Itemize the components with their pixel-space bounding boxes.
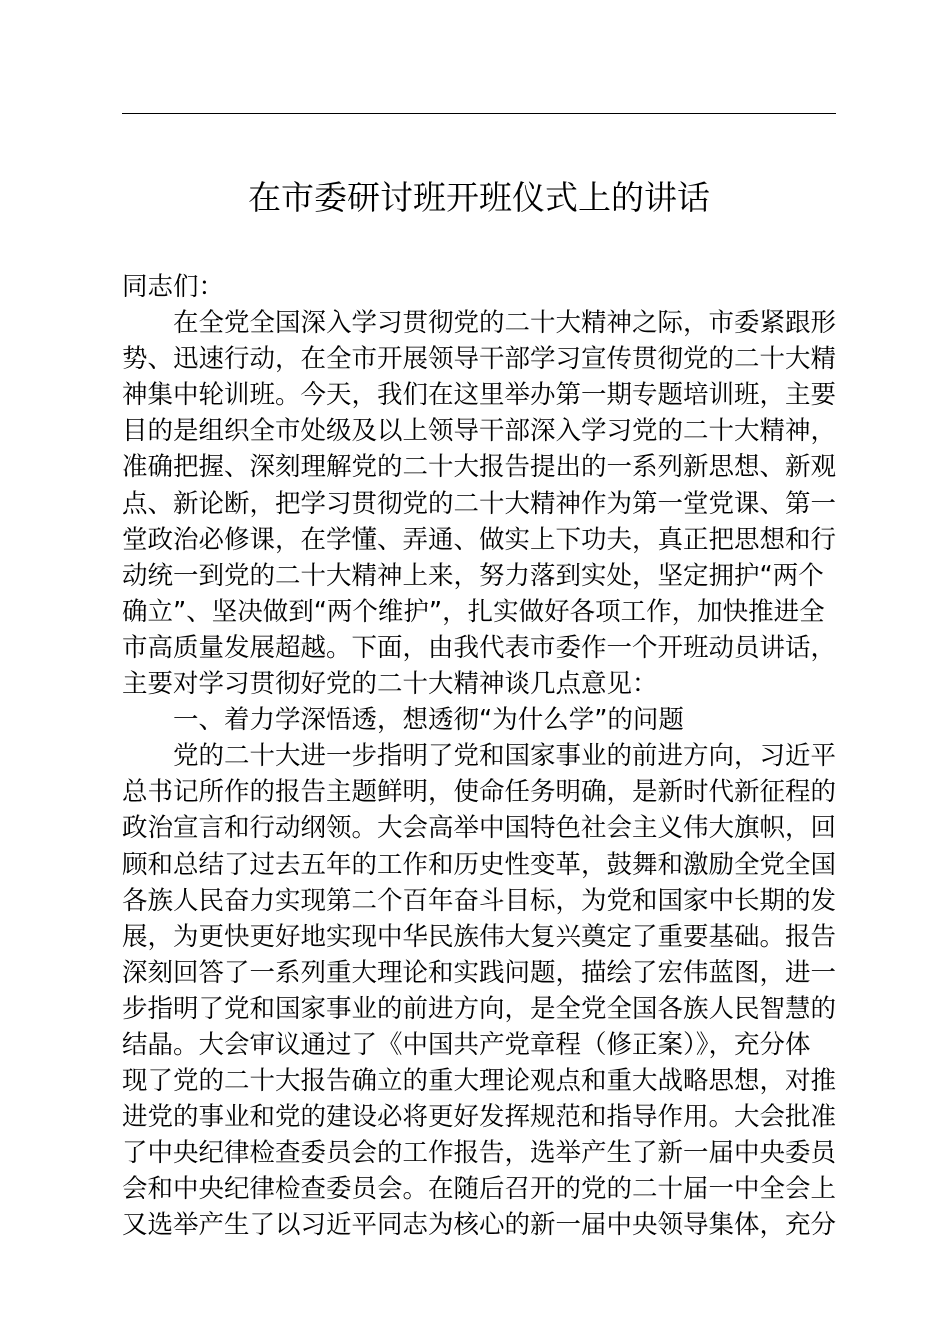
text-line: 点、新论断，把学习贯彻党的二十大精神作为第一堂党课、第一 [122, 488, 837, 519]
header-rule [122, 113, 836, 114]
text-line: 结晶。大会审议通过了《中国共产党章程（修正案）》，充分体 [122, 1029, 811, 1060]
text-line: 又选举产生了以习近平同志为核心的新一届中央领导集体，充分 [122, 1210, 837, 1241]
text-line: 顾和总结了过去五年的工作和历史性变革，鼓舞和激励全党全国 [122, 849, 837, 880]
text-line: 准确把握、深刻理解党的二十大报告提出的一系列新思想、新观 [122, 452, 837, 483]
text-line: 总书记所作的报告主题鲜明，使命任务明确，是新时代新征程的 [122, 777, 837, 808]
text-line: 现了党的二十大报告确立的重大理论观点和重大战略思想，对推 [122, 1066, 837, 1097]
text-line: 步指明了党和国家事业的前进方向，是全党全国各族人民智慧的 [122, 993, 837, 1024]
text-line: 展，为更快更好地实现中华民族伟大复兴奠定了重要基础。报告 [122, 921, 837, 952]
text-line: 政治宣言和行动纲领。大会高举中国特色社会主义伟大旗帜，回 [122, 813, 837, 844]
text-line: 进党的事业和党的建设必将更好发挥规范和指导作用。大会批准 [122, 1102, 837, 1133]
text-line: 堂政治必修课，在学懂、弄通、做实上下功夫，真正把思想和行 [122, 524, 837, 555]
text-line: 同志们： [122, 272, 225, 302]
text-line: 会和中央纪律检查委员会。在随后召开的党的二十届一中全会上 [122, 1174, 837, 1205]
document-body [122, 269, 842, 1244]
text-line: 在全党全国深入学习贯彻党的二十大精神之际，市委紧跟形 [173, 308, 837, 339]
document-title: 在市委研讨班开班仪式上的讲话 [248, 178, 710, 217]
text-line: 主要对学习贯彻好党的二十大精神谈几点意见： [122, 669, 658, 700]
text-line: 动统一到党的二十大精神上来，努力落到实处，坚定拥护“两个 [122, 560, 824, 591]
text-line: 市高质量发展超越。下面，由我代表市委作一个开班动员讲话， [122, 632, 837, 663]
text-line: 深刻回答了一系列重大理论和实践问题，描绘了宏伟蓝图，进一 [122, 957, 837, 988]
text-line: 了中央纪律检查委员会的工作报告，选举产生了新一届中央委员 [122, 1138, 837, 1169]
text-line: 目的是组织全市处级及以上领导干部深入学习党的二十大精神， [122, 416, 837, 447]
text-line: 党的二十大进一步指明了党和国家事业的前进方向，习近平 [173, 741, 837, 772]
text-line: 各族人民奋力实现第二个百年奋斗目标，为党和国家中长期的发 [122, 885, 837, 916]
text-line: 势、迅速行动，在全市开展领导干部学习宣传贯彻党的二十大精 [122, 344, 837, 375]
text-line: 神集中轮训班。今天，我们在这里举办第一期专题培训班，主要 [122, 380, 837, 411]
text-line: 确立”、坚决做到“两个维护”，扎实做好各项工作，加快推进全 [122, 596, 825, 627]
text-line: 一、着力学深悟透，想透彻“为什么学”的问题 [173, 705, 684, 736]
